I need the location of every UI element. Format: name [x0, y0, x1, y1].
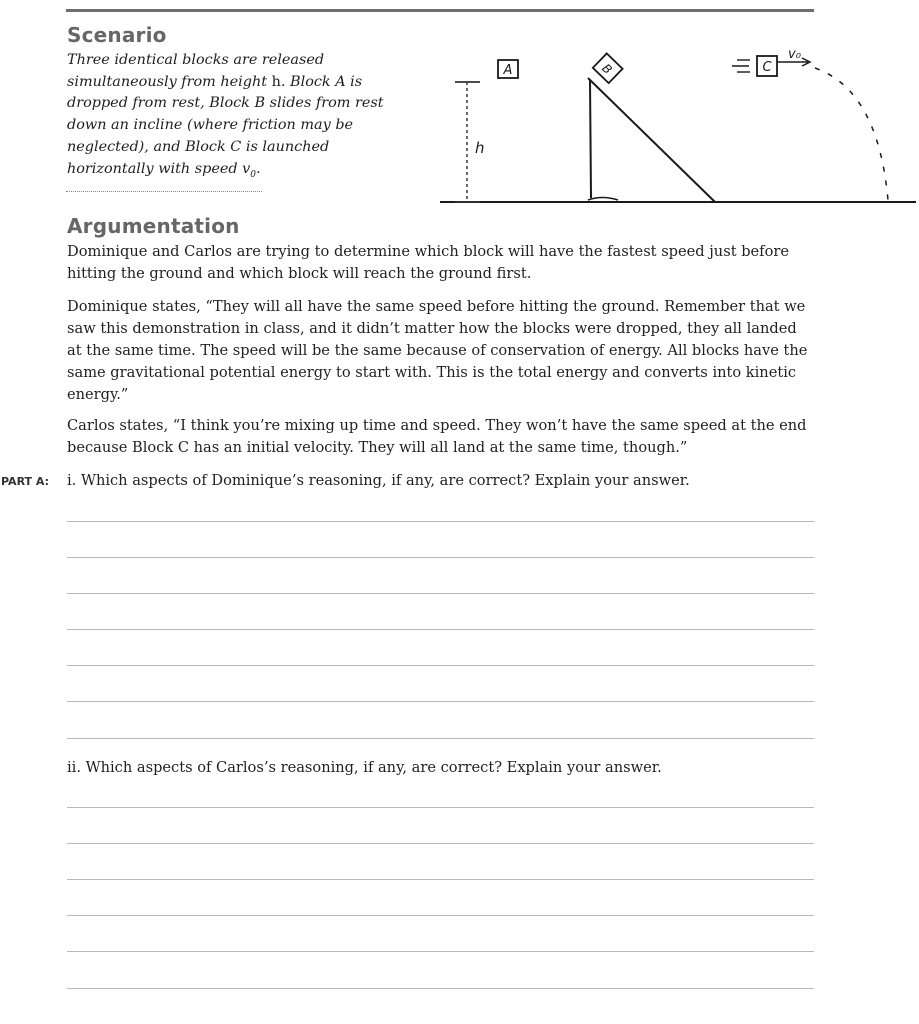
answer-line-ii-4[interactable]: [67, 915, 814, 916]
answer-line-i-3[interactable]: [67, 593, 814, 594]
answer-line-i-4[interactable]: [67, 629, 814, 630]
block-a-label: A: [503, 63, 513, 78]
trajectory-path: [815, 68, 888, 200]
speed-subscript: 0: [250, 169, 257, 180]
carlos-statement: Carlos states, “I think you’re mixing up time and speed. They won’t have the same speed at the end because Block C has an initial velocity. They will all land at the same time, though.”: [67, 417, 807, 456]
incline-support: [590, 80, 591, 198]
part-a-label: PART A:: [1, 475, 49, 488]
dotted-divider: [66, 191, 262, 192]
scenario-heading: Scenario: [67, 23, 167, 47]
answer-line-i-2[interactable]: [67, 557, 814, 558]
argumentation-intro: Dominique and Carlos are trying to determine which block will have the fastest speed just before hitting the ground and which block will reach the ground first.: [67, 243, 789, 282]
answer-line-ii-3[interactable]: [67, 879, 814, 880]
dominique-statement: Dominique states, “They will all have the same speed before hitting the ground. Remember that we saw this demonstration in class, and it didn’t matter how the blocks were dropped, they all landed at the same time. The speed will be the same because of conservation of energy. All blocks have the same gravitational potential energy to start with. This is the total energy and converts into kinetic energy.”: [67, 298, 808, 403]
incline-ramp: [588, 78, 715, 202]
answer-line-i-5[interactable]: [67, 665, 814, 666]
question-i: i. Which aspects of Dominique’s reasoning, if any, are correct? Explain your answer.: [67, 472, 690, 489]
block-c-label: C: [762, 60, 772, 75]
answer-line-i-1[interactable]: [67, 521, 814, 522]
scenario-text-part1: Three identical blocks are released simultaneously from height: [67, 52, 325, 90]
answer-line-ii-6[interactable]: [67, 988, 814, 989]
argumentation-heading: Argumentation: [67, 214, 240, 238]
scenario-text-part2: . Block A is dropped from rest, Block B slides from rest down an incline (where friction may be neglected), and Block C is launched horizontally with speed v: [67, 73, 384, 177]
answer-line-ii-5[interactable]: [67, 951, 814, 952]
question-ii: ii. Which aspects of Carlos’s reasoning, if any, are correct? Explain your answer.: [67, 759, 662, 776]
answer-line-i-6[interactable]: [67, 701, 814, 702]
height-label: h: [475, 139, 485, 157]
scenario-text-end: .: [256, 160, 261, 177]
velocity-label: v₀: [788, 47, 801, 62]
incline-base: [588, 198, 618, 201]
answer-line-i-7[interactable]: [67, 738, 814, 739]
answer-line-ii-2[interactable]: [67, 843, 814, 844]
scenario-text: [67, 50, 397, 186]
block-b: [593, 53, 623, 83]
blocks-diagram: [440, 40, 919, 210]
top-rule: [66, 9, 814, 12]
answer-line-ii-1[interactable]: [67, 807, 814, 808]
block-b-label: B: [599, 61, 615, 77]
height-symbol: h: [271, 73, 281, 90]
